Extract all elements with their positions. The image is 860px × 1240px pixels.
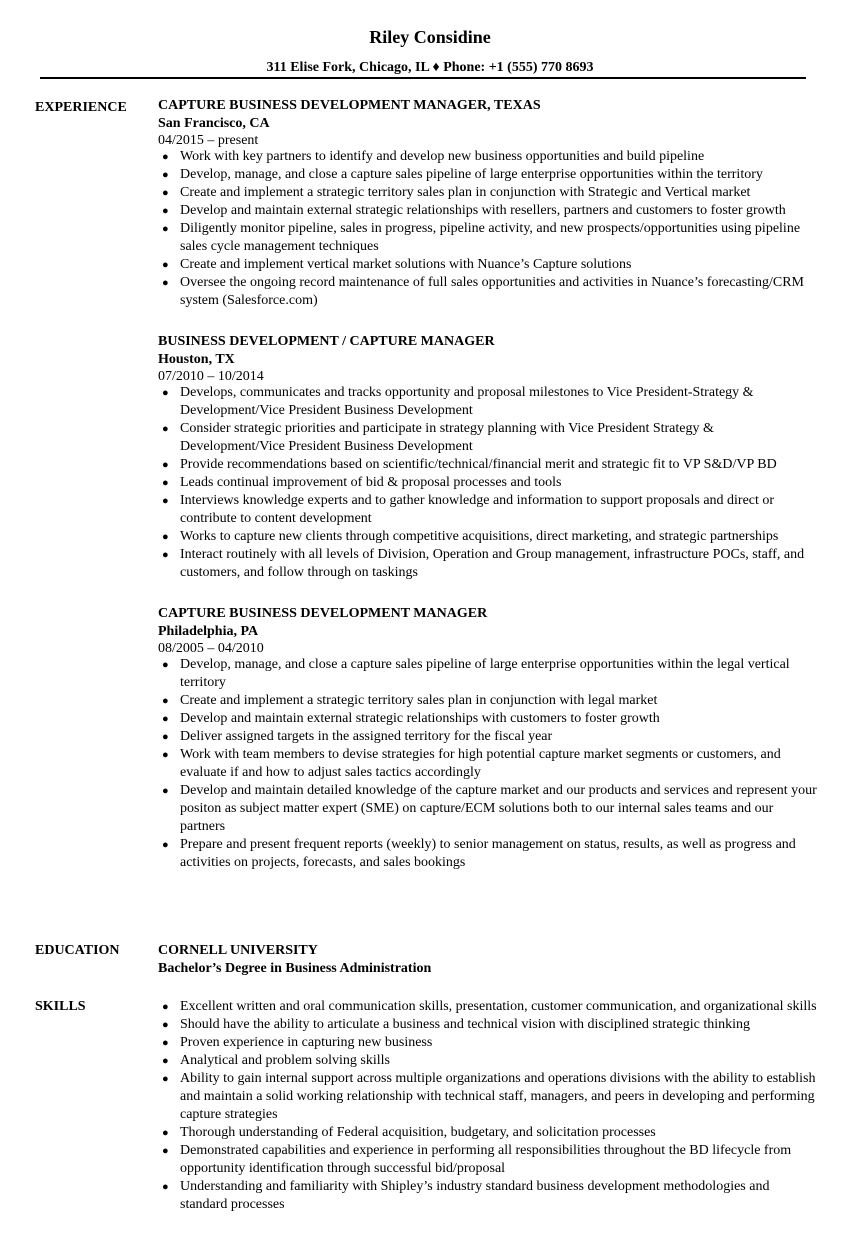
bullet-dot-icon: ●: [162, 659, 169, 671]
bullet-text: Should have the ability to articulate a business and technical vision with disciplined strategic thinking: [180, 1017, 750, 1032]
job-dates: 04/2015 – present: [158, 133, 259, 148]
job-bullets: [158, 384, 818, 582]
bullet-item: [158, 836, 818, 872]
bullet-item: [158, 256, 818, 274]
bullet-item: [158, 998, 818, 1016]
bullet-item: [158, 1124, 818, 1142]
job-title: CAPTURE BUSINESS DEVELOPMENT MANAGER, TEXAS: [158, 98, 541, 113]
bullet-item: [158, 274, 818, 310]
bullet-text: Work with team members to devise strategies for high potential capture market segments or customers, and evaluate if and how to adjust sales tactics accordingly: [180, 747, 781, 780]
bullet-item: [158, 1070, 818, 1124]
job-dates: 07/2010 – 10/2014: [158, 369, 264, 384]
skills-list: [158, 998, 818, 1214]
bullet-dot-icon: ●: [162, 387, 169, 399]
job-dates: 08/2005 – 04/2010: [158, 641, 264, 656]
bullet-text: Consider strategic priorities and participate in strategy planning with Vice President Strategy & Development/Vice President Business Development: [180, 421, 714, 454]
experience-label: EXPERIENCE: [35, 100, 127, 115]
bullet-item: [158, 1016, 818, 1034]
job-entry: [158, 333, 818, 582]
bullet-dot-icon: ●: [162, 1073, 169, 1085]
bullet-dot-icon: ●: [162, 477, 169, 489]
education-school: CORNELL UNIVERSITY: [158, 943, 318, 958]
education-entry: [158, 942, 818, 978]
bullet-text: Oversee the ongoing record maintenance of full sales opportunities and activities in Nuance’s forecasting/CRM system (Salesforce.com): [180, 275, 804, 308]
bullet-item: [158, 148, 818, 166]
bullet-item: [158, 384, 818, 420]
job-location: Philadelphia, PA: [158, 624, 259, 639]
bullet-item: [158, 420, 818, 456]
bullet-dot-icon: ●: [162, 1037, 169, 1049]
bullet-item: [158, 546, 818, 582]
bullet-dot-icon: ●: [162, 785, 169, 797]
education-degree: Bachelor’s Degree in Business Administration: [158, 961, 432, 976]
bullet-dot-icon: ●: [162, 459, 169, 471]
experience-list: [158, 97, 818, 895]
job-bullets: [158, 656, 818, 872]
bullet-text: Proven experience in capturing new business: [180, 1035, 433, 1050]
bullet-text: Analytical and problem solving skills: [180, 1053, 390, 1068]
bullet-text: Develop, manage, and close a capture sales pipeline of large enterprise opportunities within the legal vertical territory: [180, 657, 790, 690]
job-entry: [158, 97, 818, 310]
bullet-dot-icon: ●: [162, 731, 169, 743]
bullet-item: [158, 1142, 818, 1178]
bullet-text: Develop and maintain external strategic relationships with resellers, partners and customers to foster growth: [180, 203, 786, 218]
bullet-dot-icon: ●: [162, 495, 169, 507]
bullet-dot-icon: ●: [162, 839, 169, 851]
bullet-dot-icon: ●: [162, 259, 169, 271]
bullet-text: Develops, communicates and tracks opportunity and proposal milestones to Vice President-Strategy & Development/Vice President Business Development: [180, 385, 754, 418]
bullet-text: Create and implement vertical market solutions with Nuance’s Capture solutions: [180, 257, 632, 272]
bullet-text: Interact routinely with all levels of Division, Operation and Group management, infrastructure POCs, staff, and customers, and follow through on taskings: [180, 547, 805, 580]
contact-line: 311 Elise Fork, Chicago, IL ♦ Phone: +1 (555) 770 8693: [266, 60, 594, 75]
bullet-text: Understanding and familiarity with Shipley’s industry standard business development methodologies and standard processes: [180, 1179, 770, 1212]
bullet-text: Prepare and present frequent reports (weekly) to senior management on status, results, as well as progress and activities on projects, forecasts, and sales bookings: [180, 837, 796, 870]
bullet-item: [158, 1034, 818, 1052]
bullet-item: [158, 456, 818, 474]
bullet-text: Works to capture new clients through competitive acquisitions, direct marketing, and strategic partnerships: [180, 529, 779, 544]
bullet-text: Demonstrated capabilities and experience in performing all responsibilities throughout the BD lifecycle from opportunity identification through successful bid/proposal: [180, 1143, 792, 1176]
bullet-dot-icon: ●: [162, 1019, 169, 1031]
bullet-dot-icon: ●: [162, 713, 169, 725]
bullet-dot-icon: ●: [162, 749, 169, 761]
bullet-text: Provide recommendations based on scientific/technical/financial merit and strategic fit to VP S&D/VP BD: [180, 457, 777, 472]
bullet-text: Develop and maintain external strategic relationships with customers to foster growth: [180, 711, 660, 726]
candidate-name: Riley Considine: [369, 27, 491, 47]
bullet-text: Develop and maintain detailed knowledge of the capture market and our products and services and represent your positon as subject matter expert (SME) on capture/ECM solutions both to our internal sales teams and our partners: [180, 783, 817, 834]
bullet-text: Diligently monitor pipeline, sales in progress, pipeline activity, and new prospects/opportunities using pipeline sales cycle management techniques: [180, 221, 801, 254]
bullet-item: [158, 220, 818, 256]
bullet-item: [158, 528, 818, 546]
bullet-item: [158, 746, 818, 782]
bullet-dot-icon: ●: [162, 223, 169, 235]
bullet-dot-icon: ●: [162, 1001, 169, 1013]
bullet-item: [158, 1052, 818, 1070]
bullet-dot-icon: ●: [162, 423, 169, 435]
bullet-item: [158, 692, 818, 710]
header-divider: [40, 77, 806, 79]
bullet-dot-icon: ●: [162, 151, 169, 163]
bullet-text: Create and implement a strategic territory sales plan in conjunction with legal market: [180, 693, 658, 708]
bullet-dot-icon: ●: [162, 169, 169, 181]
job-location: Houston, TX: [158, 352, 235, 367]
bullet-text: Work with key partners to identify and develop new business opportunities and build pipeline: [180, 149, 705, 164]
bullet-item: [158, 656, 818, 692]
bullet-item: [158, 492, 818, 528]
education-label: EDUCATION: [35, 943, 120, 958]
bullet-dot-icon: ●: [162, 1127, 169, 1139]
bullet-dot-icon: ●: [162, 1181, 169, 1193]
bullet-dot-icon: ●: [162, 205, 169, 217]
bullet-item: [158, 782, 818, 836]
bullet-text: Excellent written and oral communication skills, presentation, customer communication, and organizational skills: [180, 999, 817, 1014]
bullet-text: Deliver assigned targets in the assigned territory for the fiscal year: [180, 729, 553, 744]
bullet-text: Develop, manage, and close a capture sales pipeline of large enterprise opportunities within the territory: [180, 167, 763, 182]
job-title: BUSINESS DEVELOPMENT / CAPTURE MANAGER: [158, 334, 495, 349]
bullet-text: Ability to gain internal support across multiple organizations and operations divisions with the ability to establish and maintain a solid working relationship with technical staff, managers, and peers in developing and performing capture strategies: [180, 1071, 816, 1122]
bullet-dot-icon: ●: [162, 1055, 169, 1067]
bullet-item: [158, 184, 818, 202]
job-title: CAPTURE BUSINESS DEVELOPMENT MANAGER: [158, 606, 488, 621]
job-bullets: [158, 148, 818, 310]
bullet-dot-icon: ●: [162, 549, 169, 561]
bullet-item: [158, 202, 818, 220]
bullet-dot-icon: ●: [162, 531, 169, 543]
bullet-item: [158, 166, 818, 184]
job-location: San Francisco, CA: [158, 116, 270, 131]
bullet-item: [158, 1178, 818, 1214]
bullet-text: Thorough understanding of Federal acquisition, budgetary, and solicitation processes: [180, 1125, 656, 1140]
bullet-dot-icon: ●: [162, 187, 169, 199]
bullet-item: [158, 710, 818, 728]
bullet-text: Create and implement a strategic territory sales plan in conjunction with Strategic and Vertical market: [180, 185, 751, 200]
bullet-text: Leads continual improvement of bid & proposal processes and tools: [180, 475, 562, 490]
bullet-dot-icon: ●: [162, 1145, 169, 1157]
job-entry: [158, 605, 818, 872]
bullet-item: [158, 474, 818, 492]
bullet-text: Interviews knowledge experts and to gather knowledge and information to support proposals and direct or contribute to content development: [180, 493, 775, 526]
skills-label: SKILLS: [35, 999, 86, 1014]
bullet-dot-icon: ●: [162, 277, 169, 289]
bullet-dot-icon: ●: [162, 695, 169, 707]
skills-list-container: [158, 998, 818, 1214]
bullet-item: [158, 728, 818, 746]
